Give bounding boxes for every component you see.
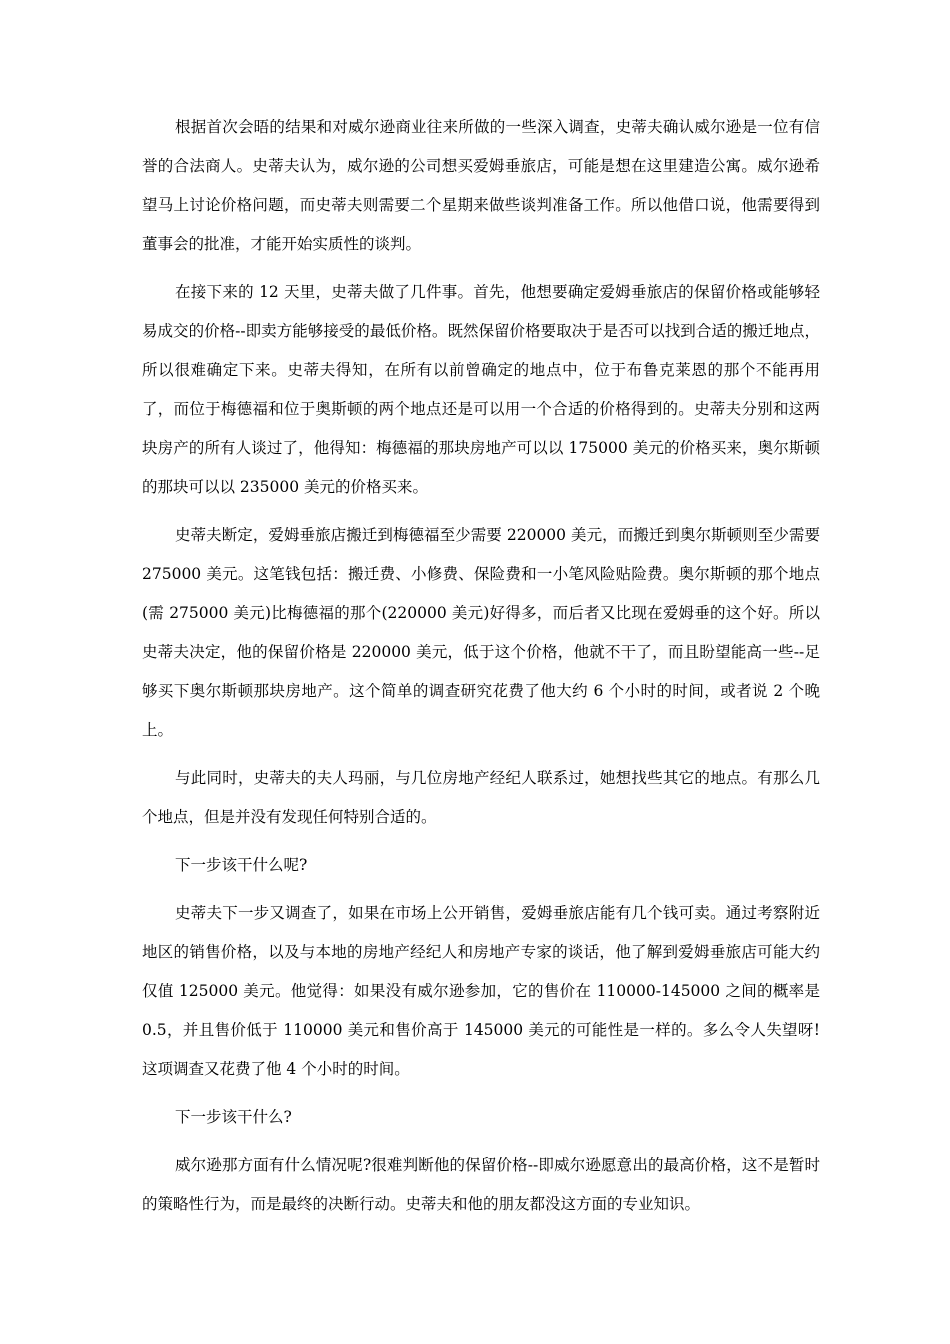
paragraph-5: 下一步该干什么呢? [175, 856, 308, 874]
paragraph-3: 史蒂夫断定，爱姆垂旅店搬迁到梅德福至少需要 220000 美元，而搬迁到奥尔斯顿则至少需要 275000 美元。这笔钱包括：搬迁费、小修费、保险费和一小笔风险贴险费。奥尔斯顿的那个地点(需 275000 美元)比梅德福的那个(220000 美元)好得多，而后者又比现在爱姆垂的这个好。所以史蒂夫决定，他的保留价格是 220000 美元，低于这个价格，他就不干了，而且盼望能高一些--足够买下奥尔斯顿那块房地产。这个简单的调查研究花费了他大约 6 个小时的时间，或者说 2 个晚上。 [142, 526, 820, 739]
paragraph-4: 与此同时，史蒂夫的夫人玛丽，与几位房地产经纪人联系过，她想找些其它的地点。有那么几个地点，但是并没有发现任何特别合适的。 [142, 769, 820, 826]
paragraph-7: 下一步该干什么? [175, 1108, 292, 1126]
paragraph-6: 史蒂夫下一步又调查了，如果在市场上公开销售，爱姆垂旅店能有几个钱可卖。通过考察附近地区的销售价格，以及与本地的房地产经纪人和房地产专家的谈话，他了解到爱姆垂旅店可能大约仅值 125000 美元。他觉得：如果没有威尔逊参加，它的售价在 110000-145000 之间的概率是 0.5，并且售价低于 110000 美元和售价高于 145000 美元的可能性是一样的。多么令人失望呀!这项调查又花费了他 4 个小时的时间。 [142, 904, 820, 1078]
paragraph-8: 威尔逊那方面有什么情况呢?很难判断他的保留价格--即威尔逊愿意出的最高价格，这不是暂时的策略性行为，而是最终的决断行动。史蒂夫和他的朋友都没这方面的专业知识。 [142, 1156, 820, 1213]
paragraph-1: 根据首次会晤的结果和对威尔逊商业往来所做的一些深入调查，史蒂夫确认威尔逊是一位有信誉的合法商人。史蒂夫认为，威尔逊的公司想买爱姆垂旅店，可能是想在这里建造公寓。威尔逊希望马上讨论价格问题，而史蒂夫则需要二个星期来做些谈判准备工作。所以他借口说，他需要得到董事会的批准，才能开始实质性的谈判。 [142, 118, 820, 253]
paragraph-2: 在接下来的 12 天里，史蒂夫做了几件事。首先，他想要确定爱姆垂旅店的保留价格或能够轻易成交的价格--即卖方能够接受的最低价格。既然保留价格要取决于是否可以找到合适的搬迁地点，所以很难确定下来。史蒂夫得知，在所有以前曾确定的地点中，位于布鲁克莱恩的那个不能再用了，而位于梅德福和位于奥斯顿的两个地点还是可以用一个合适的价格得到的。史蒂夫分别和这两块房产的所有人谈过了，他得知：梅德福的那块房地产可以以 175000 美元的价格买来，奥尔斯顿的那块可以以 235000 美元的价格买来。 [142, 283, 820, 496]
document-body [142, 108, 820, 1233]
